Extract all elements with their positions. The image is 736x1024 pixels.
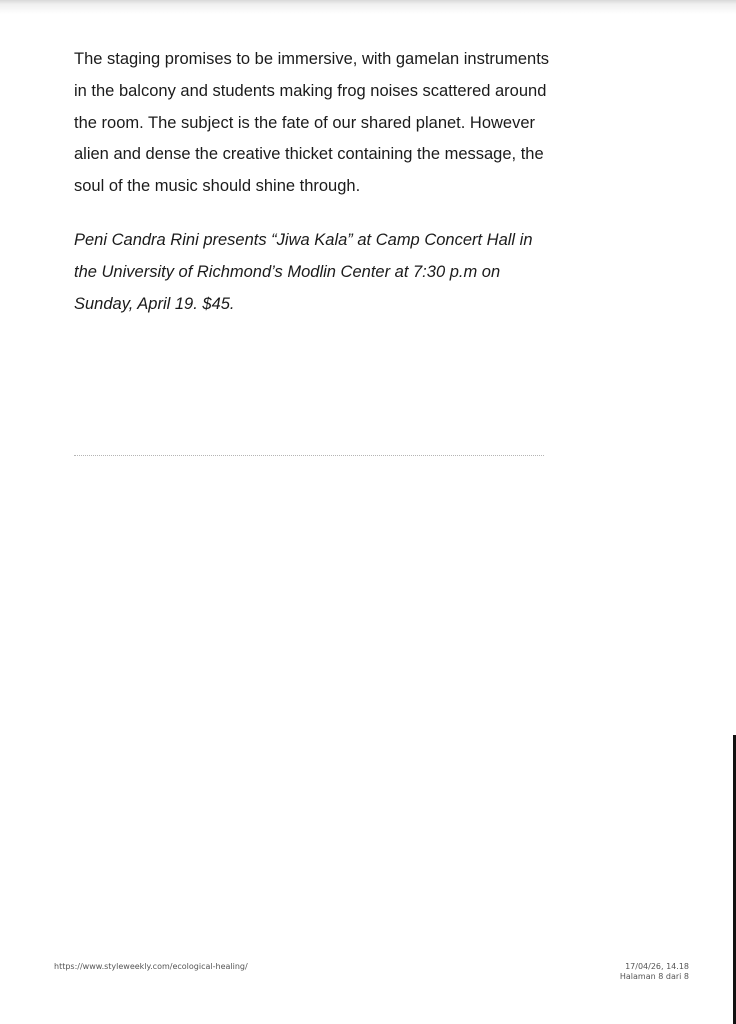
article-body: [74, 44, 554, 320]
section-divider: [74, 455, 544, 456]
article-paragraph: The staging promises to be immersive, with gamelan instruments in the balcony and students making frog noises scattered around the room. The subject is the fate of our shared planet. However alien and dense the creative thicket containing the message, the soul of the music should shine through.: [74, 50, 550, 196]
footer-meta: [620, 962, 689, 981]
event-info-paragraph: Peni Candra Rini presents “Jiwa Kala” at Camp Concert Hall in the University of Richmond’s Modlin Center at 7:30 p.m on Sunday, April 19. $45.: [74, 230, 533, 313]
footer-url[interactable]: https://www.styleweekly.com/ecological-healing/: [54, 962, 248, 971]
print-datetime: 17/04/26, 14.18: [625, 962, 689, 971]
page-top-shadow: [0, 0, 736, 14]
page-number: Halaman 8 dari 8: [619, 971, 689, 981]
